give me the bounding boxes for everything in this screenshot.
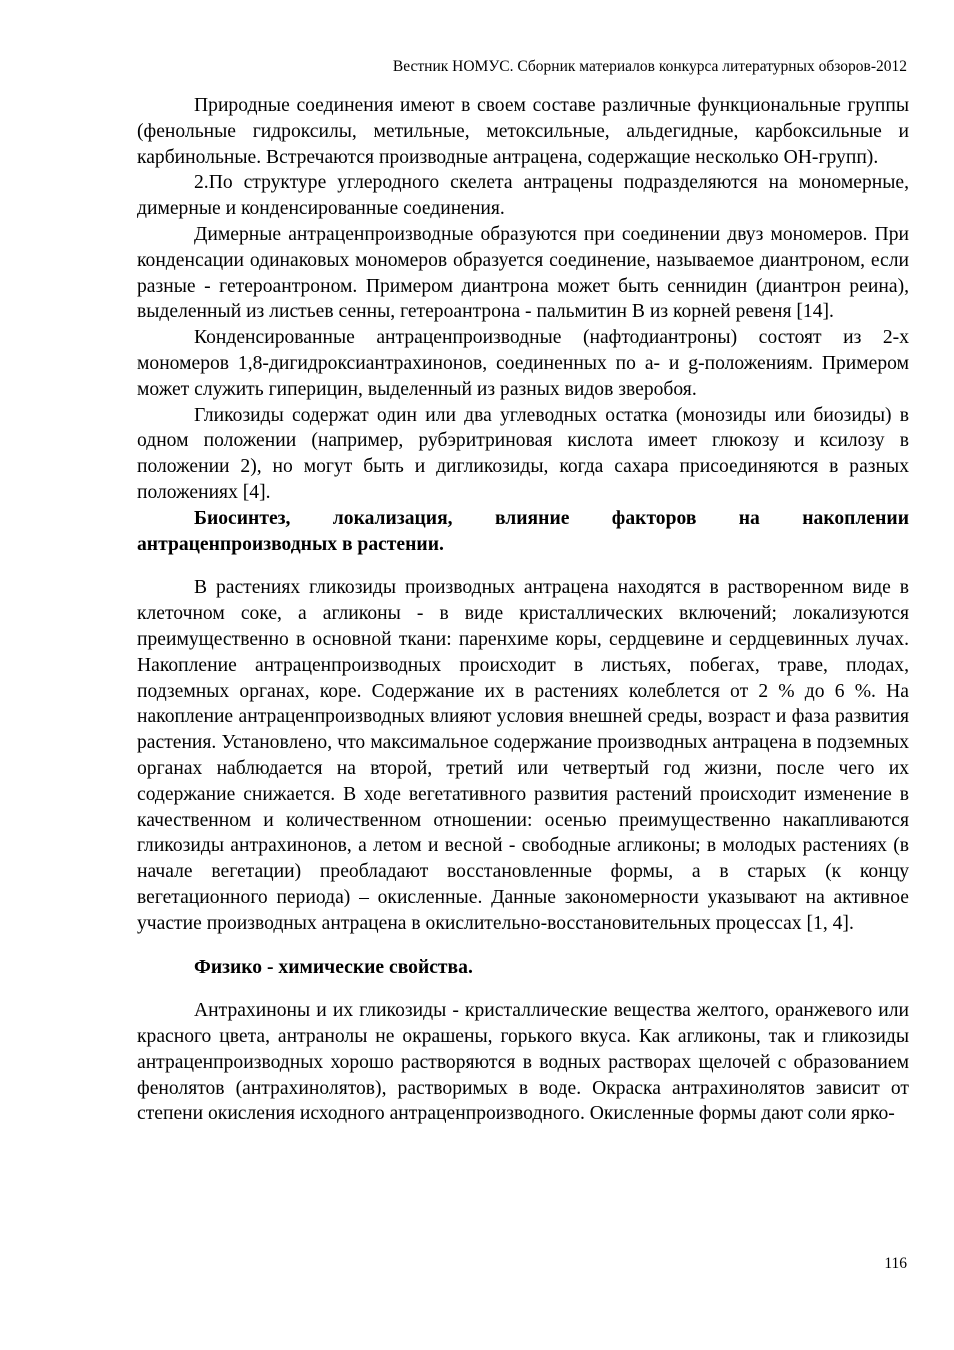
paragraph-glycosides: Гликозиды содержат один или два углеводных остатка (монозиды или биозиды) в одном положении (например, рубэритриновая кислота имеет глюкозу и ксилозу в положении 2), но могут быть и дигликозиды, когда сахара присоединяются в разных положениях [4]. <box>137 404 909 503</box>
paragraph-carbon-skeleton: 2.По структуре углеродного скелета антрацены подразделяются на мономерные, димерные и конденсированные соединения. <box>137 172 909 220</box>
paragraph-dimeric: Димерные антраценпроизводные образуются при соединении двуз мономеров. При конденсации одинаковых мономеров образуется соединение, называемое диантроном, если разные - гетероантроном. Примером диантрона может быть сеннидин (диантрон реина), выделенный из листьев сенны, гетероантрона - пальмитин В из корней ревеня [14]. <box>137 223 909 323</box>
paragraph-natural-compounds: Природные соединения имеют в своем составе различные функциональные группы (фенольные гидроксилы, метильные, метоксильные, альдегидные, карбоксильные и карбинольные. Встречаются производные антрацена, содержащие несколько ОН-групп). <box>137 95 909 168</box>
paragraph-condensed: Конденсированные антраценпроизводные (нафтодиантроны) состоят из 2-х мономеров 1,8-дигидроксиантрахинонов, соединенных по а- и g-положениям. Примером может служить гиперицин, выделенный из разных видов зверобоя. <box>137 327 909 400</box>
section-heading-properties: Физико - химические свойства. <box>194 956 473 978</box>
section-heading-biosynthesis: Биосинтез, локализация, влияние факторов на накоплении антраценпроизводных в растении. <box>137 507 909 555</box>
paragraph-biosynthesis: В растениях гликозиды производных антрацена находятся в растворенном виде в клеточном соке, а агликоны - в виде кристаллических включений; локализуются преимущественно в основной ткани: паренхиме коры, сердцевине и сердцевинных лучах. Накопление антраценпроизводных происходит в листьях, побегах, траве, плодах, подземных органах, коре. Содержание их в растениях колеблется от 2 % до 6 %. На накопление антраценпроизводных влияют условия внешней среды, возраст и фаза развития растения. Установлено, что максимальное содержание производных антрацена в подземных органах наблюдается на второй, третий или четвертый год жизни, после чего их содержание снижается. В ходе вегетативного развития растений происходит изменение в качественном и количественном отношении: осенью преимущественно накапливаются гликозиды антрахинонов, а летом и весной - свободные агликоны; в молодых растениях (в начале вегетации) преобладают восстановленные формы, а в старых (к концу вегетационного периода) – окисленные. Данные закономерности указывают на активное участие производных антрацена в окислительно-восстановительных процессах [1, 4]. <box>137 577 909 934</box>
body-text <box>137 93 909 1127</box>
paragraph-properties: Антрахиноны и их гликозиды - кристаллические вещества желтого, оранжевого или красного цвета, антранолы не окрашены, горького вкуса. Как агликоны, так и гликозиды антраценпроизводных хорошо растворяются в водных растворах щелочей с образованием фенолятов (антрахинолятов), растворимых в воде. Окраска антрахинолятов зависит от степени окисления исходного антраценпроизводного. Окисленные формы дают соли ярко- <box>137 1000 909 1125</box>
page-number: 116 <box>884 1255 907 1272</box>
running-header: Вестник НОМУС. Сборник материалов конкурса литературных обзоров-2012 <box>392 58 907 75</box>
